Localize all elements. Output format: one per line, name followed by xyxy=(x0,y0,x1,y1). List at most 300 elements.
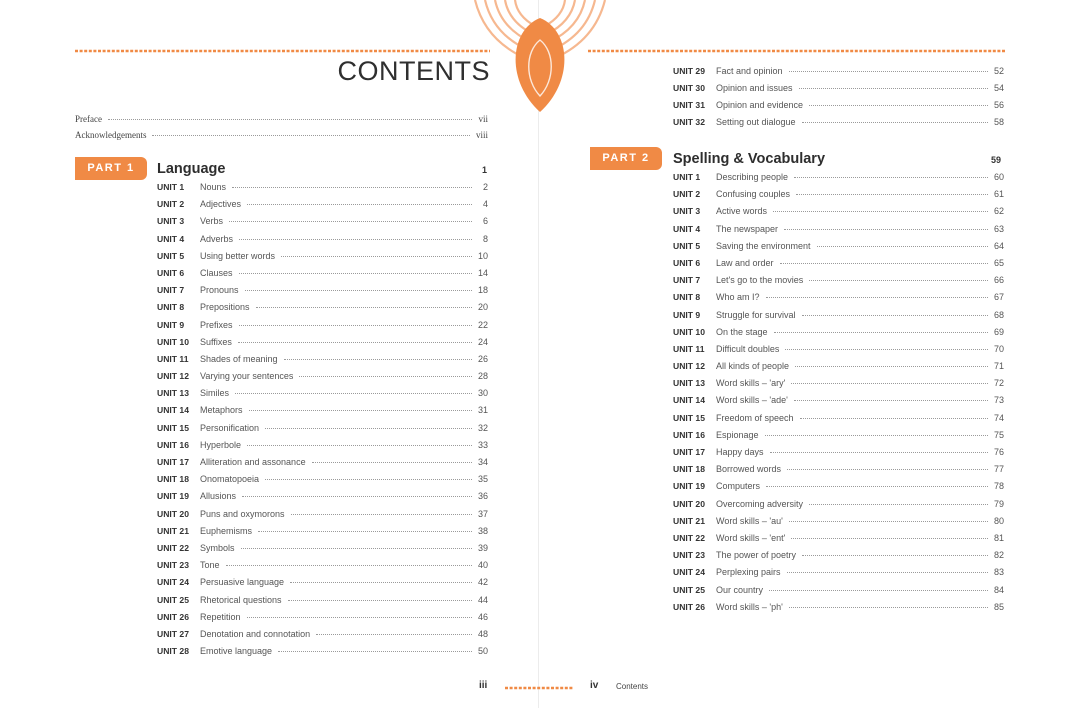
toc-entry[interactable] xyxy=(673,464,1004,481)
toc-entry[interactable] xyxy=(157,268,488,285)
toc-entry[interactable] xyxy=(157,595,488,612)
unit-title: Happy days xyxy=(716,447,764,457)
unit-number: UNIT 25 xyxy=(673,584,705,595)
unit-title: Varying your sentences xyxy=(200,371,294,382)
unit-page-number: 62 xyxy=(993,206,1004,217)
unit-page-number: 4 xyxy=(482,199,488,210)
unit-title: Euphemisms xyxy=(200,525,253,536)
unit-page-number: 33 xyxy=(477,439,488,450)
dot-leader xyxy=(800,418,988,419)
toc-entry[interactable] xyxy=(157,646,488,663)
toc-entry[interactable] xyxy=(673,189,1004,206)
unit-number: UNIT 19 xyxy=(673,481,705,492)
unit-title: Confusing couples xyxy=(716,189,791,200)
part-2-unit-list xyxy=(673,172,1004,619)
page-title: CONTENTS xyxy=(337,56,490,86)
entry-label: Acknowledgements xyxy=(75,130,147,140)
unit-title: Computers xyxy=(716,481,761,492)
dot-leader xyxy=(235,393,472,394)
dot-leader xyxy=(299,376,472,377)
unit-title: Puns and oxymorons xyxy=(200,508,285,519)
unit-page-number: 54 xyxy=(993,82,1004,93)
unit-number: UNIT 10 xyxy=(157,336,189,347)
toc-entry[interactable] xyxy=(157,320,488,337)
unit-page-number: 64 xyxy=(993,240,1004,251)
unit-title: Allusions xyxy=(200,491,237,502)
toc-entry[interactable] xyxy=(673,413,1004,430)
dot-leader xyxy=(766,297,988,298)
unit-title: Rhetorical questions xyxy=(200,594,282,605)
unit-number: UNIT 4 xyxy=(157,233,185,244)
unit-title: Prepositions xyxy=(200,302,250,313)
unit-number: UNIT 8 xyxy=(157,302,185,313)
toc-entry[interactable] xyxy=(673,275,1004,292)
toc-entry[interactable] xyxy=(673,206,1004,223)
unit-number: UNIT 20 xyxy=(157,508,189,519)
unit-number: UNIT 30 xyxy=(673,82,705,93)
toc-entry[interactable] xyxy=(673,83,1004,100)
unit-page-number: 61 xyxy=(993,189,1004,200)
unit-page-number: 50 xyxy=(477,646,488,657)
unit-number: UNIT 13 xyxy=(673,378,705,389)
unit-title: Nouns xyxy=(200,182,227,192)
dot-leader xyxy=(108,119,473,120)
unit-page-number: 76 xyxy=(993,447,1004,457)
unit-number: UNIT 12 xyxy=(673,361,705,372)
dot-leader xyxy=(809,105,988,106)
unit-title: Clauses xyxy=(200,267,233,278)
unit-title: Espionage xyxy=(716,429,759,440)
unit-title: Overcoming adversity xyxy=(716,498,804,509)
running-footer-label: Contents xyxy=(616,682,649,691)
toc-entry[interactable] xyxy=(673,481,1004,498)
dot-leader xyxy=(773,211,988,212)
dot-leader xyxy=(312,462,472,463)
unit-page-number: 10 xyxy=(477,250,488,261)
unit-page-number: 48 xyxy=(477,628,488,639)
dot-leader xyxy=(802,555,988,556)
unit-number: UNIT 17 xyxy=(157,457,189,467)
unit-page-number: 18 xyxy=(477,285,488,296)
unit-title: Prefixes xyxy=(200,319,233,330)
unit-page-number: 34 xyxy=(477,457,488,467)
dot-leader xyxy=(291,514,472,515)
unit-title: Word skills – 'ade' xyxy=(716,395,788,406)
unit-title: Describing people xyxy=(716,172,789,182)
toc-entry[interactable] xyxy=(673,241,1004,258)
unit-number: UNIT 3 xyxy=(673,206,701,217)
unit-page-number: 66 xyxy=(993,275,1004,286)
dot-leader xyxy=(795,366,988,367)
part-1-title: Language xyxy=(157,160,226,177)
unit-page-number: 6 xyxy=(482,216,488,227)
unit-page-number: 83 xyxy=(993,567,1004,578)
unit-title: Repetition xyxy=(200,611,241,622)
unit-title: Adverbs xyxy=(200,233,234,244)
dot-leader xyxy=(809,504,988,505)
unit-number: UNIT 5 xyxy=(157,250,185,261)
unit-title: Word skills – 'ary' xyxy=(716,378,786,389)
toc-entry[interactable] xyxy=(673,258,1004,275)
unit-page-number: 68 xyxy=(993,309,1004,320)
unit-number: UNIT 32 xyxy=(673,117,705,128)
unit-page-number: 82 xyxy=(993,550,1004,561)
unit-number: UNIT 9 xyxy=(157,319,185,330)
unit-page-number: 31 xyxy=(477,405,488,416)
dot-leader xyxy=(239,325,472,326)
dot-leader xyxy=(789,521,988,522)
toc-entry[interactable] xyxy=(157,285,488,302)
toc-entry[interactable] xyxy=(673,66,1004,83)
entry-page: vii xyxy=(478,114,488,124)
entry-label: Preface xyxy=(75,114,102,124)
unit-number: UNIT 31 xyxy=(673,99,705,110)
toc-entry[interactable] xyxy=(157,182,488,199)
unit-number: UNIT 12 xyxy=(157,371,189,382)
toc-entry[interactable] xyxy=(157,491,488,508)
dot-leader xyxy=(802,122,988,123)
unit-title: Fact and opinion xyxy=(716,65,783,76)
unit-page-number: 72 xyxy=(993,378,1004,389)
unit-title: Our country xyxy=(716,584,764,595)
unit-number: UNIT 6 xyxy=(157,267,185,278)
toc-entry[interactable] xyxy=(157,509,488,526)
unit-page-number: 20 xyxy=(477,302,488,313)
front-matter-list xyxy=(75,114,488,146)
unit-number: UNIT 8 xyxy=(673,292,701,303)
unit-page-number: 78 xyxy=(993,481,1004,492)
dot-leader xyxy=(316,634,472,635)
dot-leader xyxy=(232,187,472,188)
unit-page-number: 32 xyxy=(477,422,488,433)
dot-leader xyxy=(258,531,472,532)
unit-number: UNIT 7 xyxy=(157,285,185,296)
unit-number: UNIT 28 xyxy=(157,646,189,657)
unit-title: Difficult doubles xyxy=(716,343,780,354)
unit-page-number: 39 xyxy=(477,542,488,553)
toc-entry[interactable] xyxy=(673,585,1004,602)
dot-leader xyxy=(281,256,472,257)
unit-page-number: 8 xyxy=(482,233,488,244)
unit-number: UNIT 27 xyxy=(157,628,189,639)
dot-leader xyxy=(784,229,988,230)
unit-number: UNIT 26 xyxy=(673,601,705,612)
toc-entry[interactable] xyxy=(673,344,1004,361)
toc-entry[interactable] xyxy=(157,423,488,440)
unit-title: Opinion and issues xyxy=(716,82,793,93)
unit-number: UNIT 29 xyxy=(673,65,705,76)
unit-page-number: 30 xyxy=(477,388,488,399)
toc-entry[interactable] xyxy=(673,327,1004,344)
top-decorative-rule-left xyxy=(75,48,490,54)
unit-number: UNIT 23 xyxy=(157,560,189,571)
toc-entry[interactable] xyxy=(157,543,488,560)
toc-entry[interactable] xyxy=(673,117,1004,134)
toc-entry[interactable] xyxy=(673,516,1004,533)
unit-number: UNIT 18 xyxy=(673,464,705,475)
toc-entry[interactable] xyxy=(157,577,488,594)
unit-page-number: 70 xyxy=(993,343,1004,354)
unit-title: Freedom of speech xyxy=(716,412,794,423)
dot-leader xyxy=(789,71,988,72)
unit-title: Pronouns xyxy=(200,285,239,296)
bottom-decorative-rule xyxy=(505,685,573,691)
unit-number: UNIT 21 xyxy=(673,515,705,526)
unit-title: Similes xyxy=(200,388,230,399)
unit-title: Using better words xyxy=(200,250,276,261)
toc-entry[interactable] xyxy=(157,405,488,422)
unit-title: Setting out dialogue xyxy=(716,117,796,128)
unit-page-number: 74 xyxy=(993,412,1004,423)
unit-number: UNIT 18 xyxy=(157,474,189,485)
unit-page-number: 44 xyxy=(477,594,488,605)
unit-number: UNIT 26 xyxy=(157,611,189,622)
toc-entry[interactable] xyxy=(157,199,488,216)
unit-title: Saving the environment xyxy=(716,240,811,251)
unit-page-number: 14 xyxy=(477,267,488,278)
unit-number: UNIT 17 xyxy=(673,447,705,457)
unit-page-number: 63 xyxy=(993,223,1004,234)
toc-entry[interactable] xyxy=(673,550,1004,567)
unit-title: Active words xyxy=(716,206,768,217)
dot-leader xyxy=(226,565,472,566)
toc-entry[interactable] xyxy=(157,354,488,371)
unit-number: UNIT 14 xyxy=(673,395,705,406)
unit-page-number: 81 xyxy=(993,532,1004,543)
unit-title: Emotive language xyxy=(200,646,273,657)
unit-title: Word skills – 'ph' xyxy=(716,601,783,612)
toc-entry[interactable] xyxy=(157,440,488,457)
part-1-continued-list xyxy=(673,66,1004,135)
unit-page-number: 22 xyxy=(477,319,488,330)
unit-page-number: 67 xyxy=(993,292,1004,303)
unit-title: Shades of meaning xyxy=(200,353,278,364)
left-page-number: iii xyxy=(479,680,488,691)
unit-title: On the stage xyxy=(716,326,768,337)
unit-title: The newspaper xyxy=(716,223,779,234)
unit-number: UNIT 16 xyxy=(157,439,189,450)
dot-leader xyxy=(239,273,472,274)
unit-page-number: 73 xyxy=(993,395,1004,406)
unit-page-number: 85 xyxy=(993,601,1004,612)
unit-page-number: 58 xyxy=(993,117,1004,128)
toc-entry[interactable] xyxy=(673,430,1004,447)
unit-title: Tone xyxy=(200,560,220,571)
unit-title: Verbs xyxy=(200,216,224,227)
unit-title: Hyperbole xyxy=(200,439,242,450)
unit-title: Symbols xyxy=(200,542,235,553)
toc-entry[interactable] xyxy=(673,567,1004,584)
unit-page-number: 84 xyxy=(993,584,1004,595)
dot-leader xyxy=(229,221,472,222)
unit-number: UNIT 21 xyxy=(157,525,189,536)
dot-leader xyxy=(796,194,988,195)
unit-page-number: 40 xyxy=(477,560,488,571)
unit-number: UNIT 3 xyxy=(157,216,185,227)
toc-entry[interactable] xyxy=(673,378,1004,395)
dot-leader xyxy=(789,607,988,608)
dot-leader xyxy=(780,263,988,264)
dot-leader xyxy=(256,307,472,308)
dot-leader xyxy=(769,590,988,591)
unit-title: Metaphors xyxy=(200,405,243,416)
dot-leader xyxy=(241,548,472,549)
dot-leader xyxy=(785,349,988,350)
toc-entry[interactable] xyxy=(157,629,488,646)
unit-page-number: 75 xyxy=(993,429,1004,440)
dot-leader xyxy=(787,572,988,573)
toc-entry[interactable] xyxy=(157,234,488,251)
dot-leader xyxy=(290,582,472,583)
toc-entry[interactable] xyxy=(673,602,1004,619)
unit-page-number: 65 xyxy=(993,257,1004,268)
unit-number: UNIT 24 xyxy=(157,577,189,588)
dot-leader xyxy=(288,600,472,601)
right-page-number: iv xyxy=(590,680,599,691)
unit-page-number: 69 xyxy=(993,326,1004,337)
toc-entry[interactable] xyxy=(157,612,488,629)
unit-page-number: 28 xyxy=(477,371,488,382)
unit-number: UNIT 5 xyxy=(673,240,701,251)
dot-leader xyxy=(802,315,988,316)
unit-number: UNIT 15 xyxy=(157,422,189,433)
unit-title: Personification xyxy=(200,422,260,433)
dot-leader xyxy=(247,445,472,446)
unit-number: UNIT 9 xyxy=(673,309,701,320)
unit-number: UNIT 10 xyxy=(673,326,705,337)
unit-number: UNIT 23 xyxy=(673,550,705,561)
dot-leader xyxy=(774,332,988,333)
dot-leader xyxy=(794,177,988,178)
toc-entry[interactable] xyxy=(157,526,488,543)
dot-leader xyxy=(809,280,988,281)
toc-entry[interactable] xyxy=(157,474,488,491)
toc-entry[interactable] xyxy=(157,337,488,354)
unit-number: UNIT 1 xyxy=(673,172,701,182)
unit-title: Perplexing pairs xyxy=(716,567,781,578)
part-1-unit-list xyxy=(157,182,488,663)
unit-number: UNIT 11 xyxy=(157,353,189,364)
dot-leader xyxy=(799,88,988,89)
toc-entry[interactable] xyxy=(157,302,488,319)
unit-number: UNIT 2 xyxy=(673,189,701,200)
unit-number: UNIT 24 xyxy=(673,567,705,578)
dot-leader xyxy=(265,479,472,480)
dot-leader xyxy=(765,435,988,436)
unit-page-number: 2 xyxy=(482,182,488,192)
unit-page-number: 52 xyxy=(993,65,1004,76)
unit-title: Word skills – 'au' xyxy=(716,515,783,526)
dot-leader xyxy=(245,290,472,291)
unit-title: Borrowed words xyxy=(716,464,782,475)
unit-page-number: 56 xyxy=(993,99,1004,110)
unit-number: UNIT 7 xyxy=(673,275,701,286)
unit-title: Onomatopoeia xyxy=(200,474,260,485)
unit-number: UNIT 11 xyxy=(673,343,705,354)
unit-number: UNIT 16 xyxy=(673,429,705,440)
front-matter-entry[interactable] xyxy=(75,130,488,146)
unit-page-number: 38 xyxy=(477,525,488,536)
unit-page-number: 60 xyxy=(993,172,1004,182)
dot-leader xyxy=(766,486,988,487)
toc-entry[interactable] xyxy=(673,172,1004,189)
toc-entry[interactable] xyxy=(673,533,1004,550)
unit-number: UNIT 14 xyxy=(157,405,189,416)
part-2-title: Spelling & Vocabulary xyxy=(673,150,826,167)
unit-number: UNIT 15 xyxy=(673,412,705,423)
dot-leader xyxy=(247,617,472,618)
unit-number: UNIT 6 xyxy=(673,257,701,268)
unit-title: Opinion and evidence xyxy=(716,99,804,110)
part-1-header[interactable] xyxy=(75,157,225,180)
toc-entry[interactable] xyxy=(673,292,1004,309)
unit-title: Persuasive language xyxy=(200,577,285,588)
toc-entry[interactable] xyxy=(157,560,488,577)
unit-title: Let's go to the movies xyxy=(716,275,804,286)
unit-title: The power of poetry xyxy=(716,550,797,561)
entry-page: viii xyxy=(475,130,488,140)
toc-entry[interactable] xyxy=(157,457,488,474)
dot-leader xyxy=(791,383,988,384)
unit-title: All kinds of people xyxy=(716,361,790,372)
toc-entry[interactable] xyxy=(157,388,488,405)
front-matter-entry[interactable] xyxy=(75,114,488,130)
dot-leader xyxy=(284,359,472,360)
unit-number: UNIT 2 xyxy=(157,199,185,210)
unit-title: Word skills – 'ent' xyxy=(716,532,786,543)
part-1-page: 1 xyxy=(482,165,488,175)
dot-leader xyxy=(787,469,988,470)
part-2-page: 59 xyxy=(991,155,1002,165)
unit-title: Alliteration and assonance xyxy=(200,457,306,467)
top-decorative-rule-right xyxy=(588,48,1005,54)
unit-title: Struggle for survival xyxy=(716,309,796,320)
unit-page-number: 37 xyxy=(477,508,488,519)
dot-leader xyxy=(278,651,472,652)
dot-leader xyxy=(265,428,472,429)
toc-entry[interactable] xyxy=(157,371,488,388)
unit-number: UNIT 19 xyxy=(157,491,189,502)
dot-leader xyxy=(791,538,988,539)
unit-page-number: 79 xyxy=(993,498,1004,509)
toc-entry[interactable] xyxy=(673,395,1004,412)
dot-leader xyxy=(239,239,472,240)
dot-leader xyxy=(152,135,470,136)
toc-entry[interactable] xyxy=(673,100,1004,117)
unit-page-number: 77 xyxy=(993,464,1004,475)
unit-page-number: 36 xyxy=(477,491,488,502)
unit-number: UNIT 20 xyxy=(673,498,705,509)
dot-leader xyxy=(238,342,472,343)
unit-number: UNIT 4 xyxy=(673,223,701,234)
unit-number: UNIT 1 xyxy=(157,182,185,192)
toc-entry[interactable] xyxy=(157,251,488,268)
unit-page-number: 35 xyxy=(477,474,488,485)
unit-page-number: 42 xyxy=(477,577,488,588)
toc-entry[interactable] xyxy=(673,447,1004,464)
toc-entry[interactable] xyxy=(673,499,1004,516)
unit-page-number: 26 xyxy=(477,353,488,364)
dot-leader xyxy=(817,246,988,247)
toc-entry[interactable] xyxy=(157,216,488,233)
toc-entry[interactable] xyxy=(673,310,1004,327)
part-1-badge: PART 1 xyxy=(75,157,147,180)
part-2-header[interactable] xyxy=(590,147,825,170)
unit-number: UNIT 13 xyxy=(157,388,189,399)
toc-entry[interactable] xyxy=(673,224,1004,241)
unit-title: Denotation and connotation xyxy=(200,628,311,639)
toc-entry[interactable] xyxy=(673,361,1004,378)
